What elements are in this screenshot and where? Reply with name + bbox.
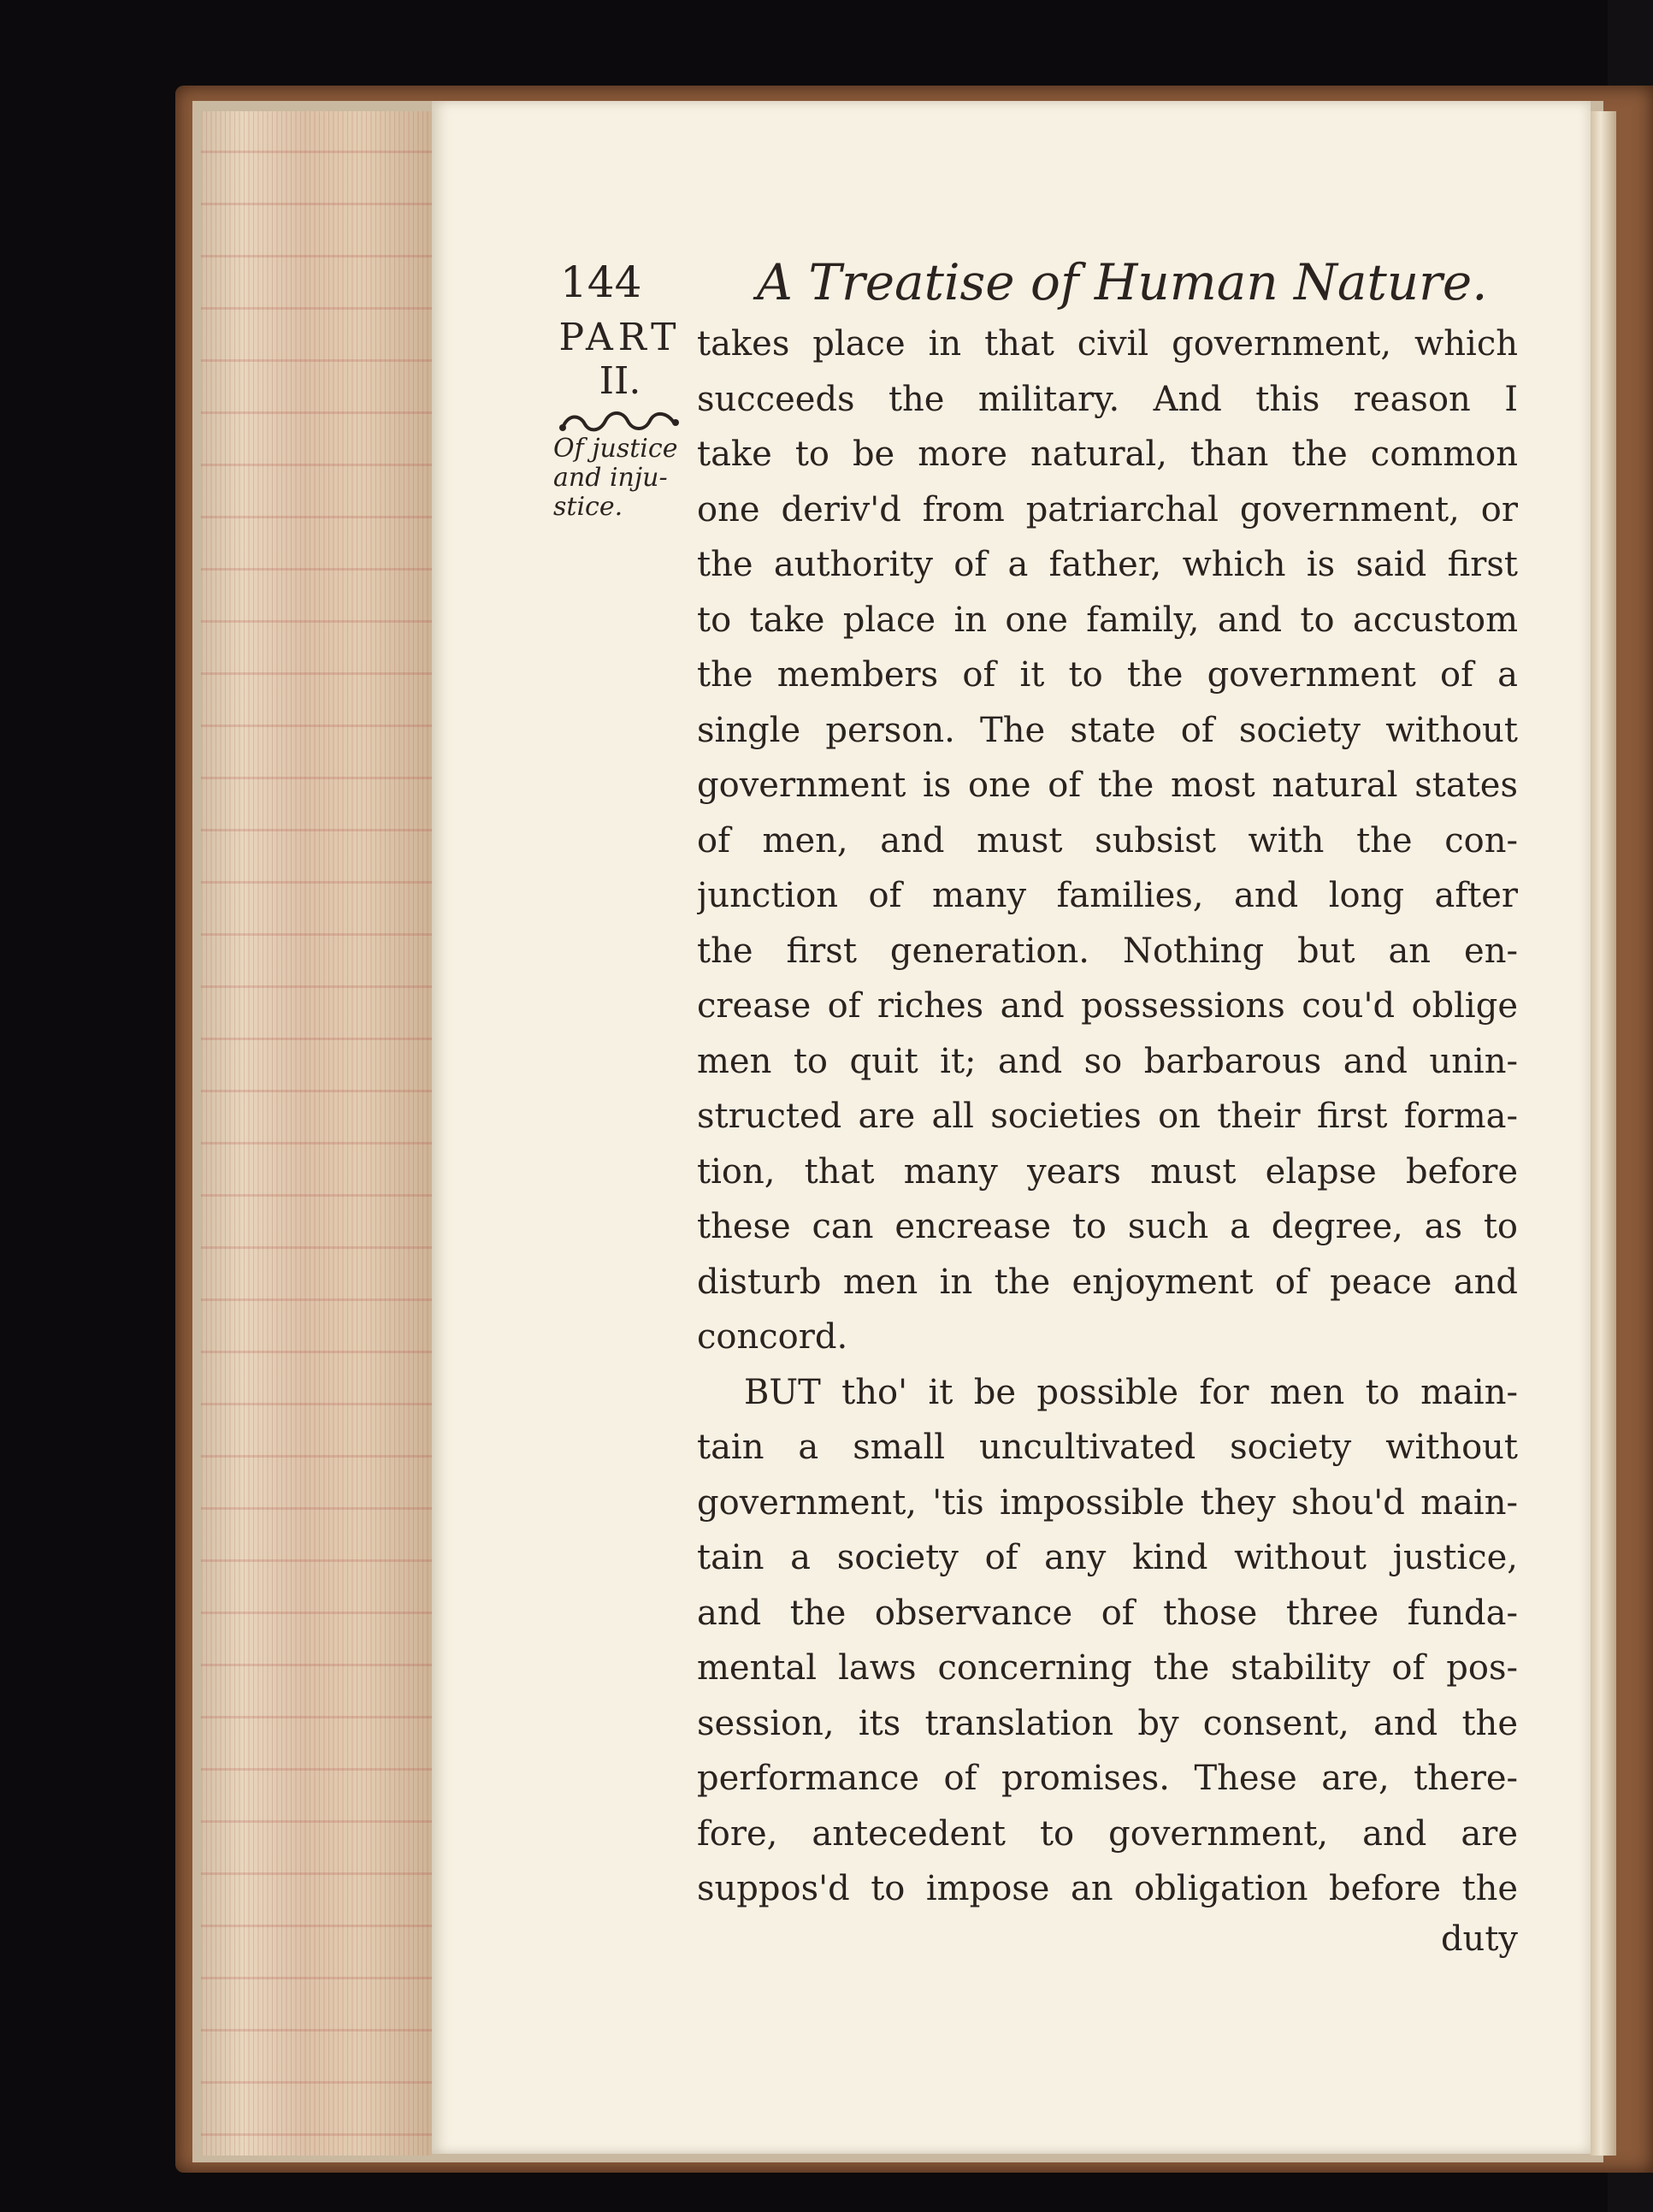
running-title: A Treatise of Human Nature. [757, 253, 1488, 311]
flourish-ornament-icon [556, 405, 684, 435]
text-line: the first generation. Nothing but an en- [697, 931, 1518, 971]
text-line: tain a society of any kind without justice, [697, 1538, 1518, 1577]
text-line: government is one of the most natural states [697, 766, 1518, 805]
part-label: PART [558, 316, 682, 359]
text-line: men to quit it; and so barbarous and unin- [697, 1041, 1518, 1081]
text-line: tain a small uncultivated society without [697, 1428, 1518, 1467]
text-line: of men, and must subsist with the con- [697, 820, 1518, 861]
text-line: and the observance of those three funda- [697, 1593, 1518, 1633]
text-line: junction of many families, and long after [697, 876, 1518, 915]
text-line: the authority of a father, which is said first [697, 545, 1518, 584]
text-line: disturb men in the enjoyment of peace and [697, 1262, 1518, 1302]
text-line: takes place in that civil government, which [697, 324, 1518, 364]
catchword: duty [1440, 1919, 1518, 1959]
text-line: succeeds the military. And this reason I [697, 379, 1518, 419]
facing-page-edge [1591, 111, 1616, 2156]
side-note-line: and inju- [553, 463, 668, 493]
text-line: take to be more natural, than the common [697, 435, 1518, 474]
page-number: 144 [560, 257, 642, 307]
text-line: performance of promises. These are, there- [697, 1759, 1518, 1798]
text-line: to take place in one family, and to accustom [697, 600, 1518, 640]
paragraph-start-line: BUT tho' it be possible for men to main- [744, 1372, 1518, 1412]
text-line: the members of it to the government of a [697, 655, 1518, 695]
text-line: tion, that many years must elapse before [697, 1151, 1518, 1192]
text-line: mental laws concerning the stability of pos- [697, 1648, 1518, 1688]
text-line: government, 'tis impossible they shou'd main- [697, 1482, 1518, 1523]
side-note-line: stice. [553, 492, 623, 522]
part-number: II. [599, 359, 641, 403]
text-line: one deriv'd from patriarchal government, or [697, 489, 1518, 529]
text-line: fore, antecedent to government, and are [697, 1813, 1518, 1854]
running-head [560, 248, 1518, 325]
text-line: session, its translation by consent, and the [697, 1703, 1518, 1743]
margin-notes [552, 316, 688, 522]
text-line: structed are all societies on their first forma- [697, 1097, 1518, 1136]
body-text [697, 316, 1518, 1917]
text-line: crease of riches and possessions cou'd oblige [697, 986, 1518, 1026]
text-line: single person. The state of society without [697, 710, 1518, 750]
side-note-line: Of justice [553, 434, 678, 464]
text-line: these can encrease to such a degree, as to [697, 1207, 1518, 1246]
text-line: suppos'd to impose an obligation before the [697, 1869, 1518, 1908]
paragraph-end-line: concord. [697, 1317, 848, 1357]
page-edges [201, 111, 432, 2156]
